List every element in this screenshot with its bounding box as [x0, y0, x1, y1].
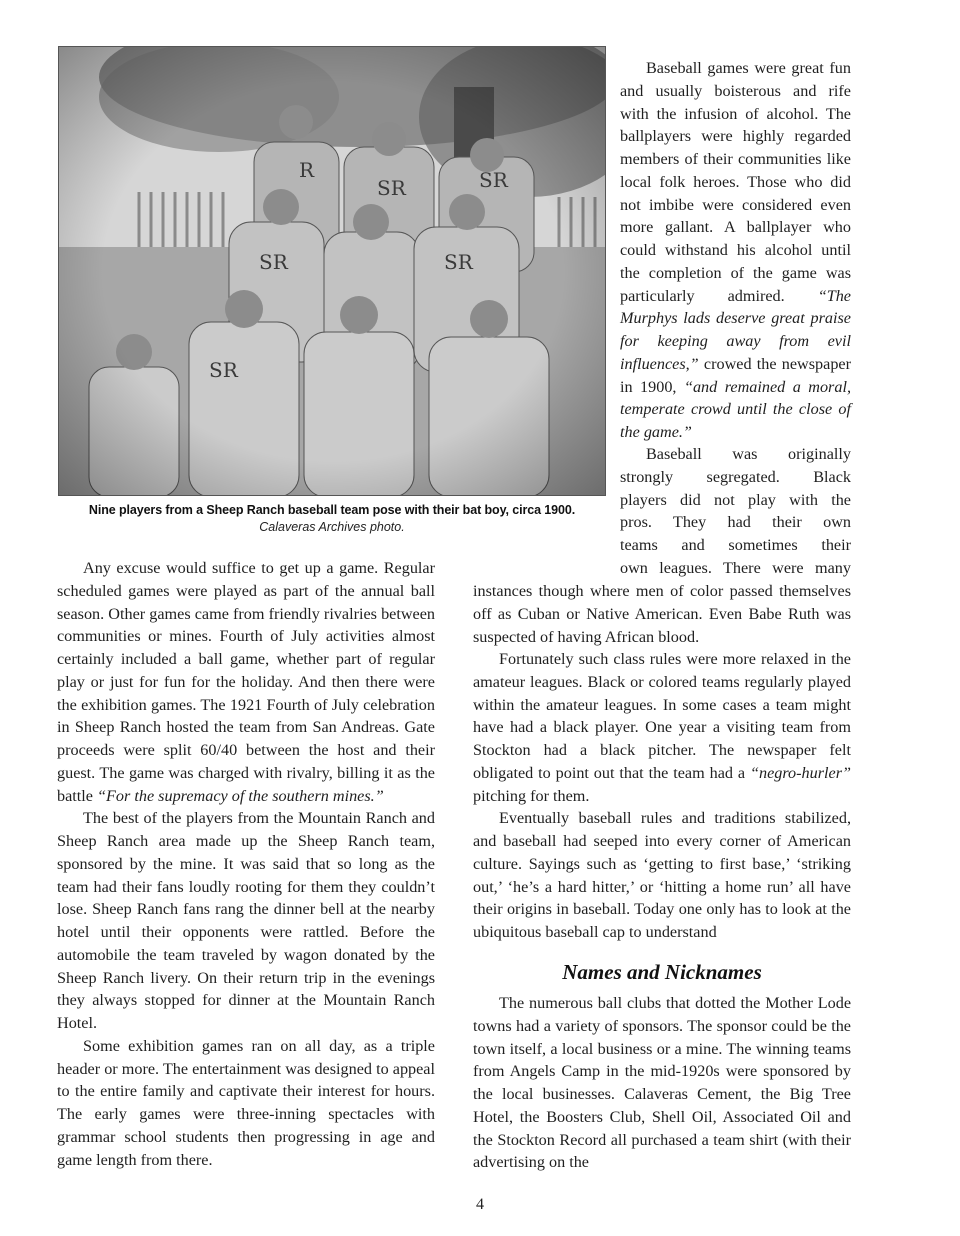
- segregation-line: players did not play with the: [620, 490, 851, 509]
- supremacy-quote: “For the supremacy of the southern mines.”: [97, 786, 384, 805]
- amateur-end: pitching for them.: [473, 786, 590, 805]
- photo-credit: Calaveras Archives photo.: [259, 520, 405, 534]
- crowed-text: crowed the newspaper in 1900,: [620, 354, 851, 396]
- segregation-line: Baseball was originally: [646, 445, 851, 463]
- segregation-start: [620, 443, 851, 580]
- alcohol-paragraph: Baseball games were great fun and usually boisterous and rife with the infusion of alcohol. The ballplayers were highly regarded members of their communities like local folk heroes. Those who did not imbibe were considered even more gallant. A ballplayer who could withstand his alcohol until the completion of the game was particularly admired.: [620, 59, 851, 305]
- segregation-line: teams and sometimes their: [620, 536, 851, 554]
- team-photo-illustration: [59, 47, 606, 496]
- exhibition-paragraph: Some exhibition games ran on all day, as a triple header or more. The entertainment was designed to appeal to the entire family and captivate their interest for hours. The early games were three-inning spectacles with grammar school students then progressing in age and game length from there.: [57, 1036, 435, 1169]
- segregation-rest: instances though where men of color passed themselves off as Cuban or Native American. Even Babe Ruth was suspected of having African blood.: [473, 582, 851, 646]
- amateur-paragraph: Fortunately such class rules were more relaxed in the amateur leagues. Black or colored teams regularly played within the amateur leagues. In some cases a team might have had a black player. One year a visiting team from Stockton had a black pitcher. The newspaper felt obligated to point out that the team had a: [473, 650, 851, 782]
- right-middle-column: [473, 648, 851, 944]
- games-paragraph: Any excuse would suffice to get up a game. Regular scheduled games were played as part of the annual ball season. Other games came from friendly rivalries between communities or mines. Fourth of July activities almost certainly included a ball game, whether part of regular play or just for fun for the holiday. And then there were the exhibition games. The 1921 Fourth of July celebration in Sheep Ranch hosted the team from San Andreas. Gate proceeds were split 60/40 between the host and their guest. The game was charged with rivalry, billing it as the battle: [57, 559, 435, 805]
- photo-caption: [60, 503, 604, 534]
- players-paragraph: The best of the players from the Mountain Ranch and Sheep Ranch area made up the Sheep Ranch team, sponsored by the mine. It was said that so long as the team had their fans loudly rooting for them they couldn’t lose. Sheep Ranch fans rang the dinner bell at the nearby hotel until their opponents were rattled. Before the automobile the team traveled by wagon donated by the Sheep Ranch livery. On their return trip in the evenings they always stopped for dinner at the Mountain Ranch Hotel.: [57, 809, 435, 1032]
- murphys-quote: “The Murphys lads deserve great praise for keeping away from evil influences,”: [620, 286, 851, 373]
- segregation-line: strongly segregated. Black: [620, 467, 851, 486]
- names-paragraph: The numerous ball clubs that dotted the Mother Lode towns had a variety of sponsors. The sponsor could be the town itself, a local business or a mine. The winning teams from Angels Camp in the mid-1920s were sponsored by the local businesses. Calaveras Cement, the Big Tree Hotel, the Boosters Club, Shell Oil, Associated Oil and the Stockton Record all purchased a team shirt (with their advertising on the: [473, 994, 851, 1172]
- segregation-line: own leagues. There were many: [620, 558, 851, 577]
- segregation-line: pros. They had their own: [620, 513, 851, 532]
- culture-paragraph: Eventually baseball rules and traditions stabilized, and baseball had seeped into every corner of American culture. Sayings such as ‘getting to first base,’ ‘striking out,’ ‘he’s a hard hitter,’ or ‘hitting a home run’ all have their origins in baseball. Today one only has to look at the ubiquitous baseball cap to understand: [473, 809, 851, 941]
- hurler-quote: “negro-hurler”: [749, 763, 851, 782]
- left-column: [57, 557, 435, 1171]
- moral-quote: “and remained a moral, temperate crowd until the close of the game.”: [620, 377, 851, 441]
- names-column: [473, 992, 851, 1174]
- team-photo: [58, 46, 606, 496]
- page-number: 4: [476, 1196, 484, 1213]
- caption-text: Nine players from a Sheep Ranch baseball team pose with their bat boy, circa 1900.: [88, 503, 576, 517]
- section-heading: Names and Nicknames: [562, 960, 762, 984]
- right-top-column: [620, 57, 851, 444]
